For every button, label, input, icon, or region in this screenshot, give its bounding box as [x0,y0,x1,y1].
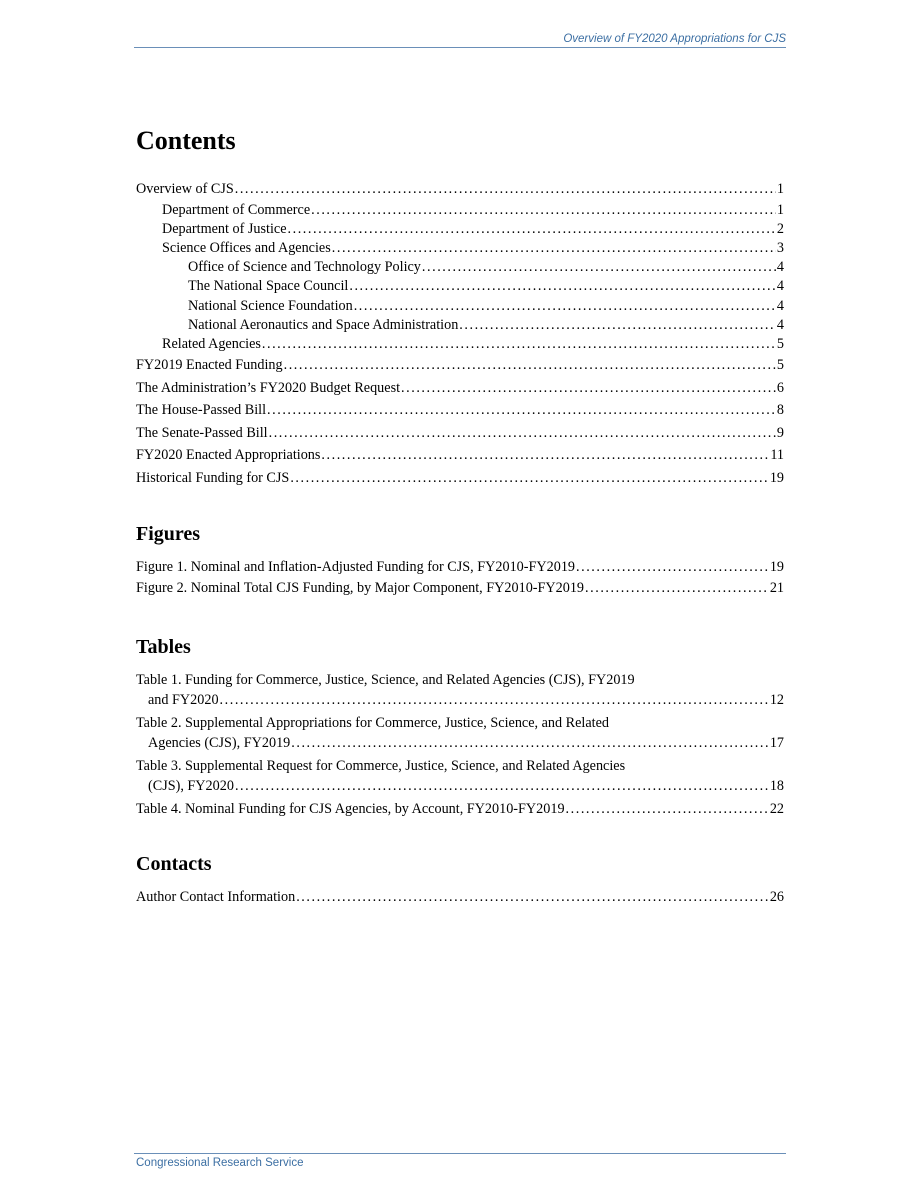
dot-leader [235,776,769,796]
section-spacer [136,489,784,520]
toc-entry-label: The Administration’s FY2020 Budget Request [136,379,401,396]
dot-leader [235,178,776,201]
table-entry-continuation [136,733,784,753]
toc-entry-label: FY2020 Enacted Appropriations [136,447,321,464]
dot-leader [220,690,769,710]
section-spacer [136,819,784,850]
toc-entry-page: 11 [770,447,784,464]
toc-entry-page: 2 [776,220,784,237]
toc-entry-label: Department of Commerce [162,201,311,218]
dot-leader [269,422,776,445]
table-entry-continuation [136,690,784,710]
dot-leader [349,277,776,296]
table-entry-label: Table 1. Funding for Commerce, Justice, Science, and Related Agencies (CJS), FY2019 [136,672,635,689]
contents-heading: Contents [136,126,236,155]
table-entry-continuation [136,776,784,796]
toc-entry[interactable] [136,258,784,277]
figure-entry-page: 19 [769,559,784,576]
dot-leader [354,297,776,316]
dot-leader [321,444,769,467]
table-entry-page: 18 [769,778,784,795]
table-entry[interactable] [136,756,784,796]
table-entry-label-cont: (CJS), FY2020 [148,778,234,795]
dot-leader [332,239,776,258]
table-entry-page: 17 [769,735,784,752]
dot-leader [267,399,776,422]
toc-entry-page: 4 [776,297,784,314]
table-entry[interactable] [136,799,784,819]
toc-entry[interactable] [136,444,784,467]
contact-entry[interactable] [136,887,784,908]
toc-entry[interactable] [136,354,784,377]
toc-entry-label: Overview of CJS [136,181,234,197]
table-entry-label-cont: and FY2020 [148,692,219,709]
contact-entry-page: 26 [769,889,784,906]
figure-entry-label: Figure 1. Nominal and Inflation-Adjusted Funding for CJS, FY2010-FY2019 [136,559,576,576]
toc-entry-label: Historical Funding for CJS [136,469,290,486]
tables-list [136,670,784,819]
toc-entry-page: 4 [776,278,784,295]
contact-entry-label: Author Contact Information [136,889,296,906]
figure-entry-page: 21 [769,580,784,597]
toc-entry-label: The Senate-Passed Bill [136,424,268,441]
dot-leader [422,258,776,277]
table-entry-label-cont: Agencies (CJS), FY2019 [148,735,291,752]
toc-entry-page: 6 [776,379,784,396]
table-entry[interactable] [136,670,784,710]
table-entry-label: Table 2. Supplemental Appropriations for Commerce, Justice, Science, and Related [136,715,609,732]
dot-leader [291,733,769,753]
toc-entry-label: Office of Science and Technology Policy [188,259,421,276]
contacts-list [136,887,784,908]
dot-leader [311,201,776,220]
toc-entry[interactable] [136,239,784,258]
table-entry-page: 22 [769,801,784,818]
dot-leader [296,887,769,908]
footer-text: Congressional Research Service [136,1157,304,1169]
dot-leader [576,557,769,578]
toc-entry-page: 4 [776,259,784,276]
contents-list [136,178,784,489]
toc-entry-label: National Aeronautics and Space Administration [188,316,459,333]
toc-entry-page: 5 [776,357,784,374]
running-footer [134,1153,786,1169]
table-entry-page: 12 [769,692,784,709]
toc-entry[interactable] [136,316,784,335]
toc-entry[interactable] [136,467,784,490]
toc-entry-page: 19 [769,469,784,486]
toc-entry[interactable] [136,399,784,422]
figure-entry[interactable] [136,578,784,599]
header-title: Overview of FY2020 Appropriations for CJS [563,33,786,45]
figures-list [136,557,784,599]
toc-entry-label: The House-Passed Bill [136,402,267,419]
table-entry[interactable] [136,713,784,753]
figure-entry[interactable] [136,557,784,578]
toc-entry-label: National Science Foundation [188,297,353,314]
table-of-contents [136,122,784,908]
dot-leader [290,467,769,490]
toc-entry-page: 9 [776,424,784,441]
toc-entry[interactable] [136,277,784,296]
toc-entry-page: 1 [776,181,784,197]
tables-heading: Tables [136,636,191,659]
dot-leader [262,335,776,354]
toc-entry[interactable] [136,422,784,445]
toc-entry[interactable] [136,377,784,400]
contacts-heading: Contacts [136,853,212,876]
figure-entry-label: Figure 2. Nominal Total CJS Funding, by Major Component, FY2010-FY2019 [136,580,585,597]
dot-leader [459,316,776,335]
running-header [134,33,786,48]
toc-entry-label: Science Offices and Agencies [162,239,331,256]
toc-entry-label: Related Agencies [162,335,261,352]
toc-entry-label: FY2019 Enacted Funding [136,357,283,374]
toc-entry-page: 4 [776,316,784,333]
toc-entry-label: Department of Justice [162,220,287,237]
table-entry-label: Table 4. Nominal Funding for CJS Agencies, by Account, FY2010-FY2019 [136,801,565,818]
toc-entry-page: 3 [776,239,784,256]
dot-leader [284,354,776,377]
dot-leader [288,220,776,239]
figures-heading: Figures [136,523,201,546]
toc-entry[interactable] [136,201,784,220]
toc-entry-page: 5 [776,335,784,352]
toc-entry-page: 1 [776,201,784,218]
toc-entry[interactable] [136,297,784,316]
section-spacer [136,599,784,633]
toc-entry[interactable] [136,220,784,239]
dot-leader [566,799,769,819]
toc-entry-page: 8 [776,402,784,419]
dot-leader [585,578,769,599]
toc-entry[interactable] [136,178,784,201]
toc-entry[interactable] [136,335,784,354]
toc-entry-label: The National Space Council [188,278,349,295]
dot-leader [401,377,776,400]
table-entry-label: Table 3. Supplemental Request for Commerce, Justice, Science, and Related Agencies [136,758,626,775]
